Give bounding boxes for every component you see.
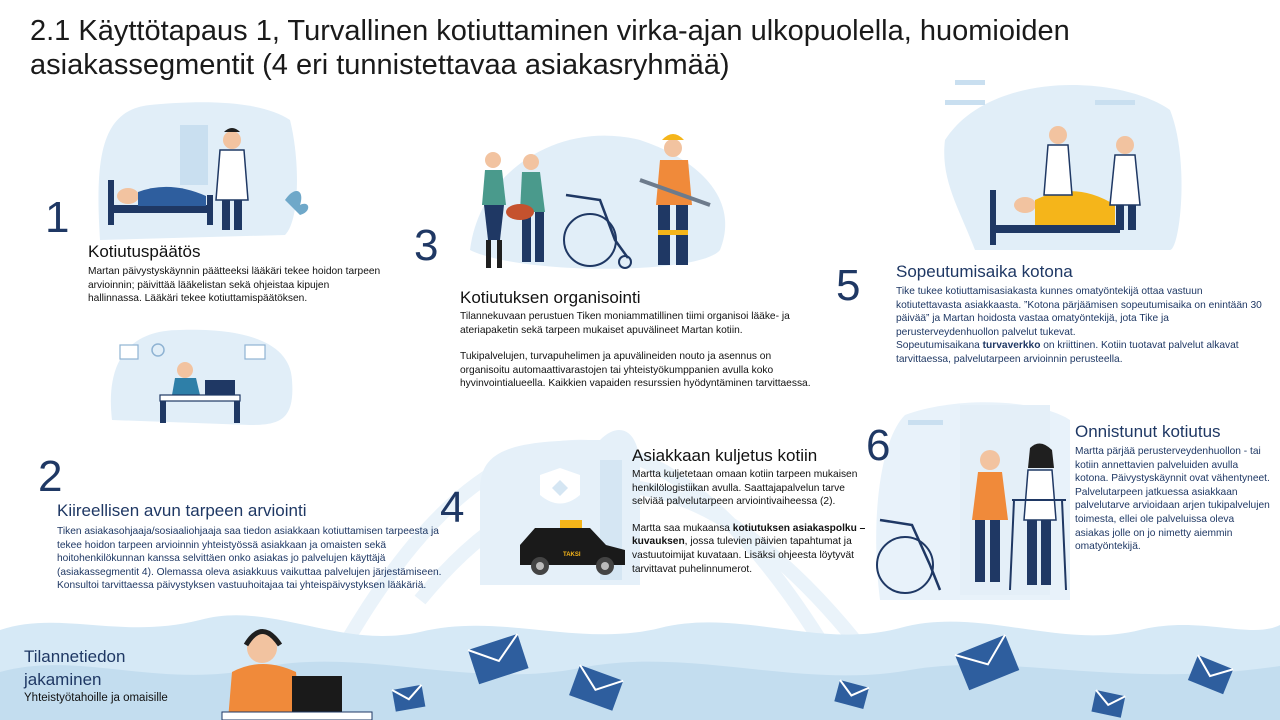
step-number-2: 2 — [38, 452, 63, 501]
step-number-1: 1 — [45, 193, 70, 242]
step-number-5: 5 — [836, 261, 861, 310]
step-text-6-p1: Martta pärjää perusterveydenhuollon - tai kotiin annettavien palveluiden avulla kotona. Päivystyskäynnit ovat vähentyneet. — [1075, 446, 1270, 485]
step-heading-3: Kotiutuksen organisointi — [460, 288, 641, 307]
successful-discharge-illustration — [877, 405, 1066, 595]
taxi-label: TAKSI — [563, 552, 581, 558]
caregivers-illustration — [482, 134, 710, 268]
step-heading-5: Sopeutumisaika kotona — [896, 262, 1073, 281]
step-text-4-p2 — [632, 522, 867, 576]
step-text-3-p2: Tukipalvelujen, turvapuhelimen ja apuvälineiden nouto ja asennus on organisoitu automaattivarastojen tai yhteistyökumppanien avulla koko hyvinvointialueella. Kaikkien vapaiden resurssien hyödyntäminen tarvittaessa. — [460, 351, 811, 390]
home-care-illustration — [945, 80, 1140, 245]
hospital-bed-illustration — [108, 125, 308, 230]
step-text-2: Tiken asiakasohjaaja/sosiaaliohjaaja saa tiedon asiakkaan kotiuttamisen tarpeesta ja tekee hoidon tarpeen arvioinnin yhteistyössä asiakkaan ja omaisten sekä hoitohenkilökunnan kanssa selvittäen onko asiakas jo palvelujen käyttäjä (asiakassegmentit 4). Olemassa oleva asiakkuus vaikuttaa palvelujen järjestämiseen. Konsultoi tarvittaessa päivystyksen vastuuhoitajaa tai yhteispäivystyksen lääkäriä. — [57, 526, 442, 592]
page-title: 2.1 Käyttötapaus 1, Turvallinen kotiuttaminen virka-ajan ulkopuolella, huomioiden asiakassegmentit (4 eri tunnistettavaa asiakasryhmää) — [30, 15, 1070, 81]
sharing-title-line1: Tilannetiedon — [24, 647, 126, 666]
step-text-4 — [632, 468, 867, 576]
step-number-4: 4 — [440, 483, 465, 532]
step-text-4-p2-pre: Martta saa mukaansa — [632, 522, 733, 534]
step-text-4-p2-bold: kotiutuksen asiakaspolku –kuvauksen — [632, 522, 866, 548]
taxi-illustration — [520, 460, 625, 580]
operator-illustration — [222, 632, 372, 720]
step-text-5 — [896, 285, 1266, 367]
step-number-3: 3 — [414, 221, 439, 270]
step-heading-6: Onnistunut kotiutus — [1075, 422, 1221, 441]
step-text-5-p2-pre: Sopeutumisaikana — [896, 340, 983, 352]
step-text-4-p1: Martta kuljetetaan omaan kotiin tarpeen mukaisen henkilölogistiikan avulla. Saattajapalvelun tarve selviää palvelutarpeen arviointivaiheessa (2). — [632, 469, 858, 508]
step-heading-1: Kotiutuspäätös — [88, 242, 201, 261]
sharing-section — [24, 645, 168, 706]
step-number-6: 6 — [866, 421, 891, 470]
step-heading-2: Kiireellisen avun tarpeen arviointi — [57, 501, 307, 520]
step-text-6 — [1075, 445, 1270, 554]
step-text-5-p2-bold: turvaverkko — [982, 340, 1041, 352]
step-text-5-p1: Tike tukee kotiuttamisasiakasta kunnes omatyöntekijä ottaa vastuun kotiutettavasta asiakkaasta. ”Kotona pärjäämisen sopeutumisaika on enintään 30 päivää” ja Martan hoidosta vastaa omatyöntekijä, jota Tike ja perusterveydenhuollon palvelut tukevat. — [896, 286, 1262, 338]
step-text-4-p2-post: , jossa tulevien päivien tapahtumat ja vastuutoimijat kuvataan. Lisäksi ohjeesta löytyvät tarvittavat puhelinnumerot. — [632, 536, 854, 575]
step-text-3 — [460, 310, 820, 391]
step-text-6-p2: Palvelutarpeen jatkuessa asiakkaan palvelutarve arvioidaan arjen tukipalvelujen toimesta, ellei ole palveluissa oleva asiakas jolle on jo nimetty aiemmin omatyöntekijä. — [1075, 486, 1270, 553]
sharing-title-line2: jakaminen — [24, 670, 102, 689]
phone-desk-illustration — [120, 344, 265, 423]
step-text-1: Martan päivystyskäynnin päätteeksi lääkäri tekee hoidon tarpeen arvioinnin; päivittää lääkelistan sekä ohjeistaa kipujen hallinnassa. Lääkäri tekee kotiuttamispäätöksen. — [88, 266, 381, 305]
step-text-5-p2-post: on kriittinen. Kotiin tuotavat palvelut alkavat tarvittaessa, palvelutarpeen arvioinnin perusteella. — [896, 340, 1239, 365]
sharing-subtitle: Yhteistyötahoille ja omaisille — [24, 692, 168, 704]
step-text-5-p2 — [896, 339, 1266, 366]
step-text-3-p1: Tilannekuvaan perustuen Tiken moniammatillinen tiimi organisoi lääke- ja ateriapaketin sekä tarpeen mukaiset apuvälineet Martan kotiin. — [460, 311, 790, 336]
step-heading-4: Asiakkaan kuljetus kotiin — [632, 446, 818, 465]
